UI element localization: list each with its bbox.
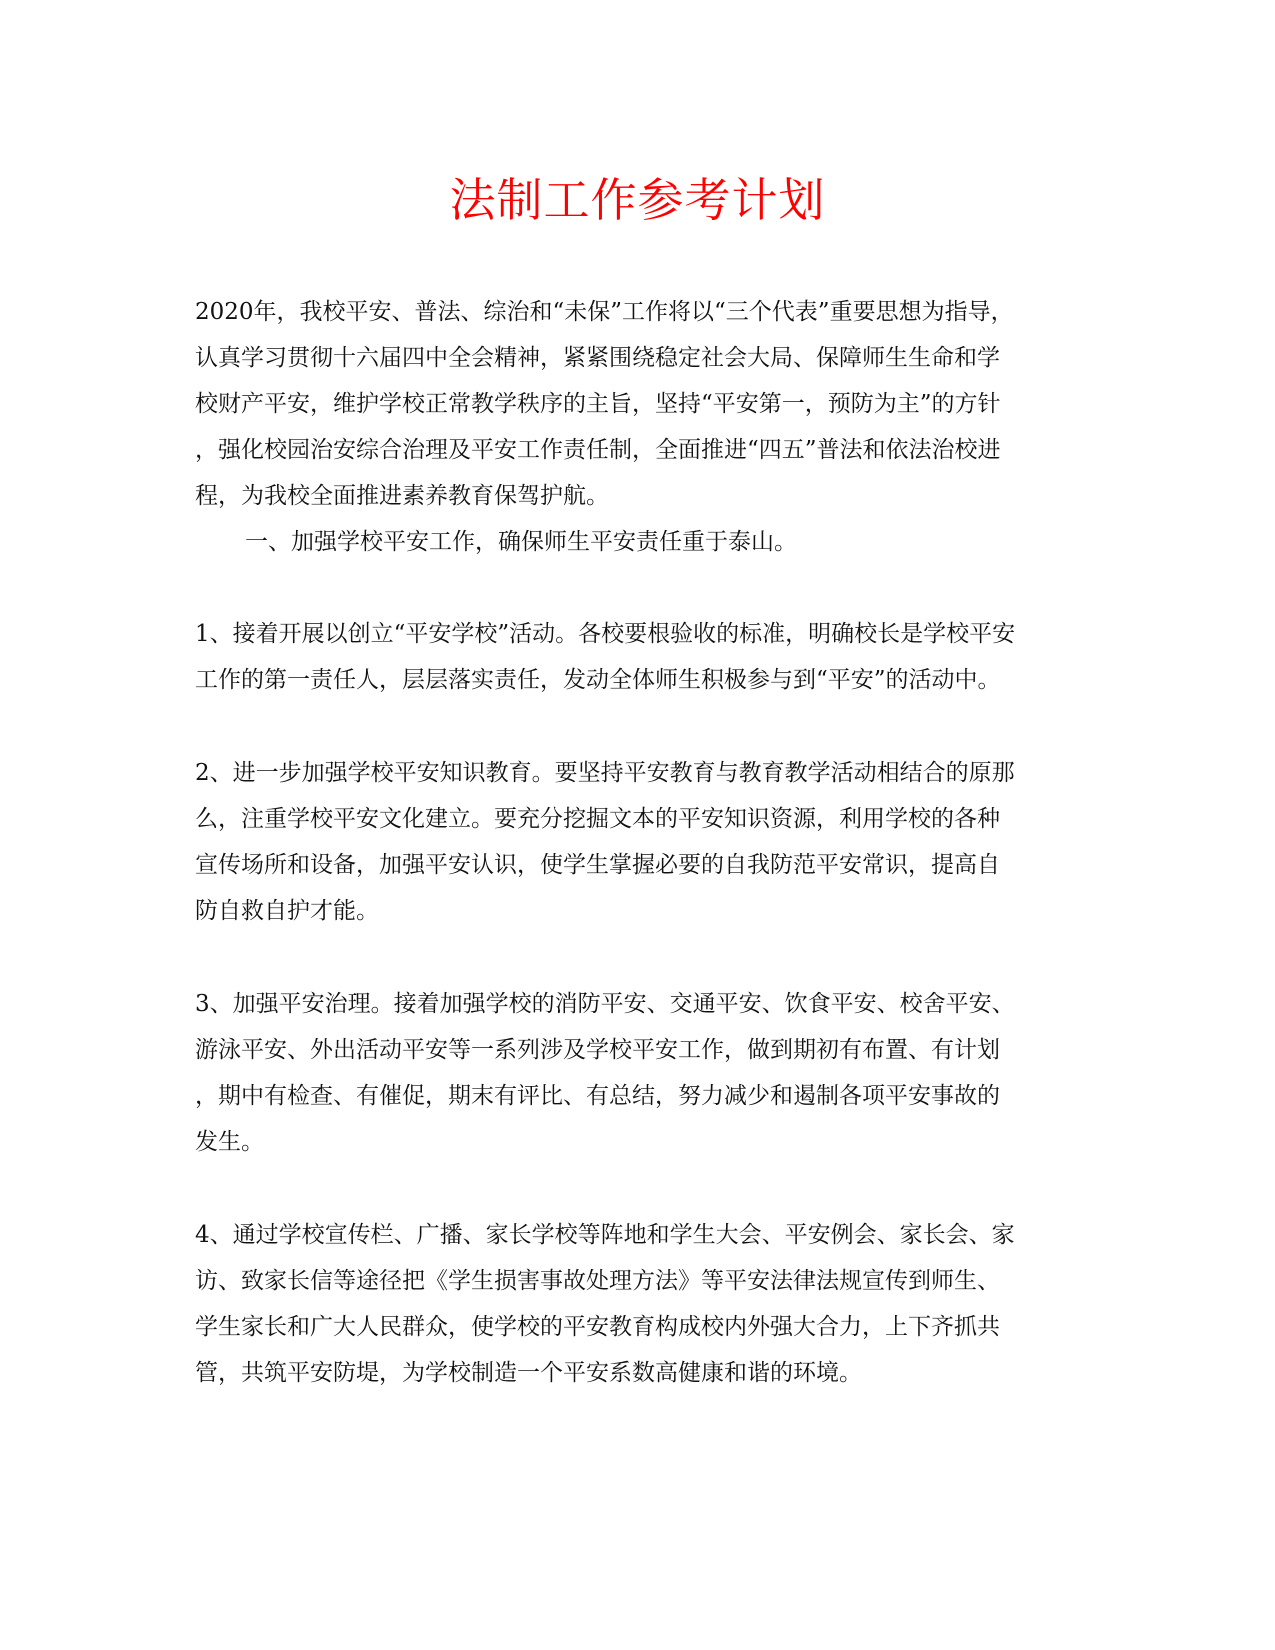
item-3-line: ，期中有检查、有催促，期末有评比、有总结，努力减少和遏制各项平安事故的 [195,1083,1000,1109]
intro-line: 2020年，我校平安、普法、综治和“未保”工作将以“三个代表”重要思想为指导， [195,299,1014,325]
document-title: 法制工作参考计划 [449,173,826,227]
item-1-line: 工作的第一责任人，层层落实责任，发动全体师生积极参与到“平安”的活动中。 [195,667,1001,693]
item-1-line: 1、接着开展以创立“平安学校”活动。各校要根验收的标准，明确校长是学校平安 [195,621,1016,647]
item-2-line: 2、进一步加强学校平安知识教育。要坚持平安教育与教育教学活动相结合的原那 [195,760,1015,786]
item-2-line: 宣传场所和设备，加强平安认识，使学生掌握必要的自我防范平安常识，提高自 [195,852,1000,878]
item-3-line: 游泳平安、外出活动平安等一系列涉及学校平安工作，做到期初有布置、有计划 [195,1037,1000,1063]
item-4-line: 管，共筑平安防堤，为学校制造一个平安系数高健康和谐的环境。 [195,1360,862,1386]
item-2-line: 么，注重学校平安文化建立。要充分挖掘文本的平安知识资源，利用学校的各种 [195,806,1000,832]
item-4-line: 4、通过学校宣传栏、广播、家长学校等阵地和学生大会、平安例会、家长会、家 [195,1222,1015,1248]
item-4-line: 学生家长和广大人民群众，使学校的平安教育构成校内外强大合力，上下齐抓共 [195,1314,1000,1340]
intro-line: ，强化校园治安综合治理及平安工作责任制，全面推进“四五”普法和依法治校进 [195,437,1001,463]
section-heading: 一、加强学校平安工作，确保师生平安责任重于泰山。 [245,529,797,555]
intro-line: 程，为我校全面推进素养教育保驾护航。 [195,483,609,509]
item-3-line: 3、加强平安治理。接着加强学校的消防平安、交通平安、饮食平安、校舍平安、 [195,991,1015,1017]
item-4-line: 访、致家长信等途径把《学生损害事故处理方法》等平安法律法规宣传到师生、 [195,1268,1000,1294]
item-2-line: 防自救自护才能。 [195,898,379,924]
intro-line: 认真学习贯彻十六届四中全会精神，紧紧围绕稳定社会大局、保障师生生命和学 [195,345,1000,371]
item-3-line: 发生。 [195,1129,264,1155]
intro-line: 校财产平安，维护学校正常教学秩序的主旨，坚持“平安第一，预防为主”的方针 [195,391,1001,417]
